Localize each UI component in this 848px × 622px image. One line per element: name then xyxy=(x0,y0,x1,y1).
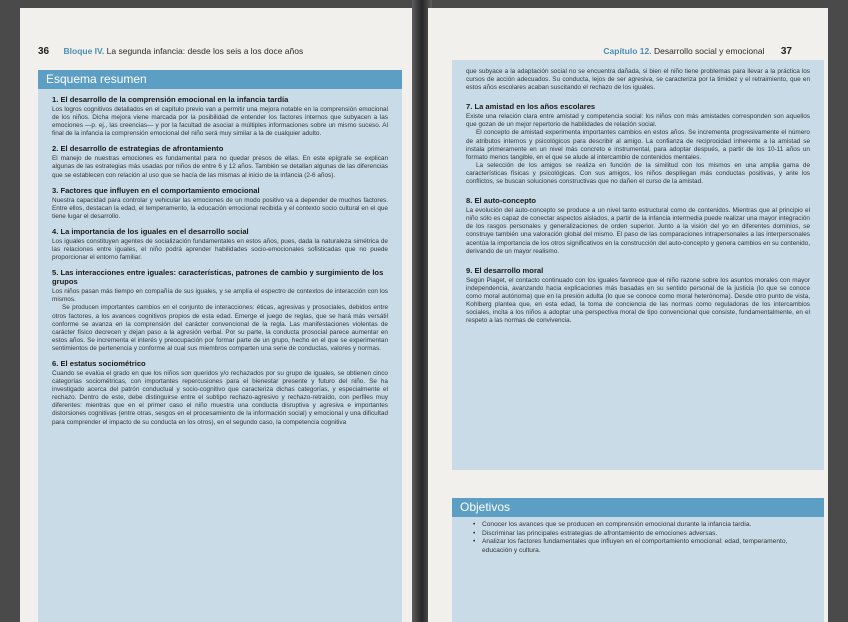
right-running-head xyxy=(603,46,792,57)
section-text: Nuestra capacidad para controlar y vehicular las emociones de un modo positivo va a depender de muchos factores. Entre ellos, destacan la edad, el temperamento, la educación emocional recibida y el contexto socio cultural en el que tiene lugar el desarrollo. xyxy=(52,196,388,220)
summary-box xyxy=(38,70,402,622)
summary-section-3 xyxy=(38,186,402,221)
summary-section-4 xyxy=(38,227,402,262)
section-heading: 2. El desarrollo de estrategias de afrontamiento xyxy=(52,144,224,154)
section-text: Se producen importantes cambios en el conjunto de interacciones: éticas, agresivas y prosociales, debidos entre otros factores, a los avances cognitivos propios de esta edad. Emerge el juego de reglas, que se hará más versátil conforme se avanza en la comprensión del carácter convencional de la regla. Las manifestaciones violentas de carácter físico decrecen y dejan paso a la agresión verbal. Por su parte, la conducta prosocial parece aumentar en estos años. Se incrementa el interés y preocupación por formar parte de un grupo, hecho en el que se experimentan sentimientos de pertenencia y conforme al cual sus miembros comparten una serie de conductas, valores y normas. xyxy=(52,304,388,352)
section-text: Los iguales constituyen agentes de socialización fundamentales en estos años, pues, dada la naturaleza simétrica de las relaciones entre iguales, el niño podrá aprender habilidades socio-emocionales sofisticadas que no puede proporcionar el entorno familiar. xyxy=(52,237,388,262)
objective-item: • Conocer los avances que se producen en comprensión emocional durante la infancia tardía. xyxy=(482,521,804,530)
summary-section-8 xyxy=(452,196,824,256)
summary-box-continued xyxy=(452,60,824,470)
objective-item: • Analizar los factores fundamentales que influyen en el comportamiento emocional: edad, temperamento, educación y cultura. xyxy=(482,538,804,555)
summary-section-1 xyxy=(38,95,402,138)
block-title: La segunda infancia: desde los seis a los doce años xyxy=(106,46,304,56)
chapter-label: Capítulo 12. xyxy=(603,46,652,56)
objectives-list xyxy=(452,521,824,555)
objectives-box xyxy=(452,498,824,622)
chapter-title: Desarrollo social y emocional xyxy=(653,46,765,56)
section-text: La evolución del auto-concepto se produce a un nivel tanto estructural como de contenidos. Mientras que al principio el niño sólo es capaz de conectar aspectos aislados, a partir de la infancia intermedia puede realizar una mayor integración de los rasgos personales y generalizaciones de orden superior. Junto a la visión del yo en diferentes dominios, se construye también una valoración global del mismo. El paso de las comparaciones intrapersonales a las interpersonales acentúa la importancia de los otros significativos en la construcción del auto-concepto y genera cambios en su contenido, derivando de un mayor realismo. xyxy=(466,207,810,255)
right-page-number: 37 xyxy=(780,46,792,57)
summary-section-7 xyxy=(452,102,824,186)
block-label: Bloque IV. xyxy=(63,46,105,56)
summary-continuation xyxy=(452,60,824,92)
section-text: Existe una relación clara entre amistad y competencia social: los niños con más amistades corresponden son aquellos que gozan de un mejor repertorio de habilidades de relación social. xyxy=(466,113,810,129)
section-text: El manejo de nuestras emociones es fundamental para no quedar presos de ellas. En este epígrafe se explican algunas de las estrategias más usadas por niños de entre 6 y 12 años. También se detallan algunas de las diferencias que se establecen con relación al uso que se hacía de las mismas al inicio de la infancia (2-6 años). xyxy=(52,155,388,179)
continuation-text: que subyace a la adaptación social no se encuentra dañada, si bien el niño tiene problemas para llevar a la práctica los cursos de acción adecuados. Su conducta, lejos de ser agresiva, se caracteriza por la timidez y el retraimiento, que en estos años escolares acaban suscitando el rechazo de los iguales. xyxy=(466,68,810,92)
section-heading: 8. El auto-concepto xyxy=(466,196,537,206)
summary-title: Esquema resumen xyxy=(38,70,402,89)
summary-section-9 xyxy=(452,266,824,326)
section-heading: 5. Las interacciones entre iguales: características, patrones de cambio y surgimiento de los grupos xyxy=(52,268,384,287)
section-text: Cuando se evalúa el grado en que los niños son queridos y/o rechazados por su grupo de iguales, se obtienen cinco categorías sociométricas, con importantes repercusiones para el bienestar presente y futuro del niño. Se ha investigado acerca del patrón conductual y socio-cognitivo que caracteriza dichas categorías, y especialmente el rechazo. Dentro de este, debe distinguirse entre el subtipo rechazo-agresivo y rechazo-retraído, con perfiles muy diferentes: mientras que en el primer caso el niño muestra una conducta disruptiva y agresiva e importantes distorsiones cognitivas (entre otras, sesgos en el procesamiento de la información social) y emocional y una dificultad para comprender el impacto de su conducta en los otros), en el segundo caso, la competencia cognitiva xyxy=(52,369,388,426)
objective-item: • Discriminar las principales estrategias de afrontamiento de emociones adversas. xyxy=(482,530,804,539)
summary-section-2 xyxy=(38,144,402,179)
summary-section-5 xyxy=(38,268,402,353)
left-page-number: 36 xyxy=(38,46,50,57)
objectives-title: Objetivos xyxy=(452,498,824,517)
section-heading: 3. Factores que influyen en el comportamiento emocional xyxy=(52,185,260,195)
section-text: La selección de los amigos se realiza en función de la similitud con los mismos en una amplia gama de características físicas y psicológicas. Con sus amigos, los niños despliegan más conductas positivas, y ante los conflictos, se buscan soluciones constructivas que no dañen el curso de la amistad. xyxy=(466,161,810,186)
left-page xyxy=(20,8,416,622)
section-text: Los logros cognitivos detallados en el capítulo previo van a permitir una mejora notable en la comprensión emocional de los niños. Dicha mejora viene marcada por la posibilidad de entender los factores internos que subyacen a las emociones —p. ej., las creencias— y por la facultad de asociar a múltiples informaciones sobre un mismo suceso. Al final de la infancia la comprensión emocional del niño será muy similar a la de cualquier adulto. xyxy=(52,106,388,138)
section-text: Según Piaget, el contacto continuado con los iguales favorece que el niño razone sobre los asuntos morales con mayor independencia, avanzando hacia explicaciones más basadas en su sentido personal de la justicia (lo que se conoce como moral autónoma) que en la presión adulta (lo que se conoce como moral heterónoma). Desde otro punto de vista, Kohlberg plantea que, en esta edad, la toma de conciencia de las normas como reguladoras de los intercambios sociales, incita a los niños a adoptar una perspectiva moral de tipo convencional que consiste, fundamentalmente, en el respeto a las normas de convivencia. xyxy=(466,276,810,325)
section-heading: 9. El desarrollo moral xyxy=(466,265,544,275)
section-heading: 7. La amistad en los años escolares xyxy=(466,102,596,112)
right-page xyxy=(428,8,828,622)
summary-section-6 xyxy=(38,359,402,427)
section-heading: 6. El estatus sociométrico xyxy=(52,358,146,368)
section-text: Los niños pasan más tiempo en compañía de sus iguales, y se amplía el espectro de contextos de interacción con los mismos. xyxy=(52,288,388,304)
section-heading: 4. La importancia de los iguales en el desarrollo social xyxy=(52,226,249,236)
section-text: El concepto de amistad experimenta importantes cambios en estos años. Se incrementa progresivamente el número de atributos internos y psicológicos para describir al amigo. La confianza de reciprocidad inherente a la amistad se instala primeramente en un nivel más concreto e instrumental, para adoptar después, a partir de los 10-11 años un formato menos tangible, en el que se alude al intercambio de contenidos mentales. xyxy=(466,129,810,161)
section-heading: 1. El desarrollo de la comprensión emocional en la infancia tardía xyxy=(52,95,289,104)
left-running-head xyxy=(38,46,303,57)
